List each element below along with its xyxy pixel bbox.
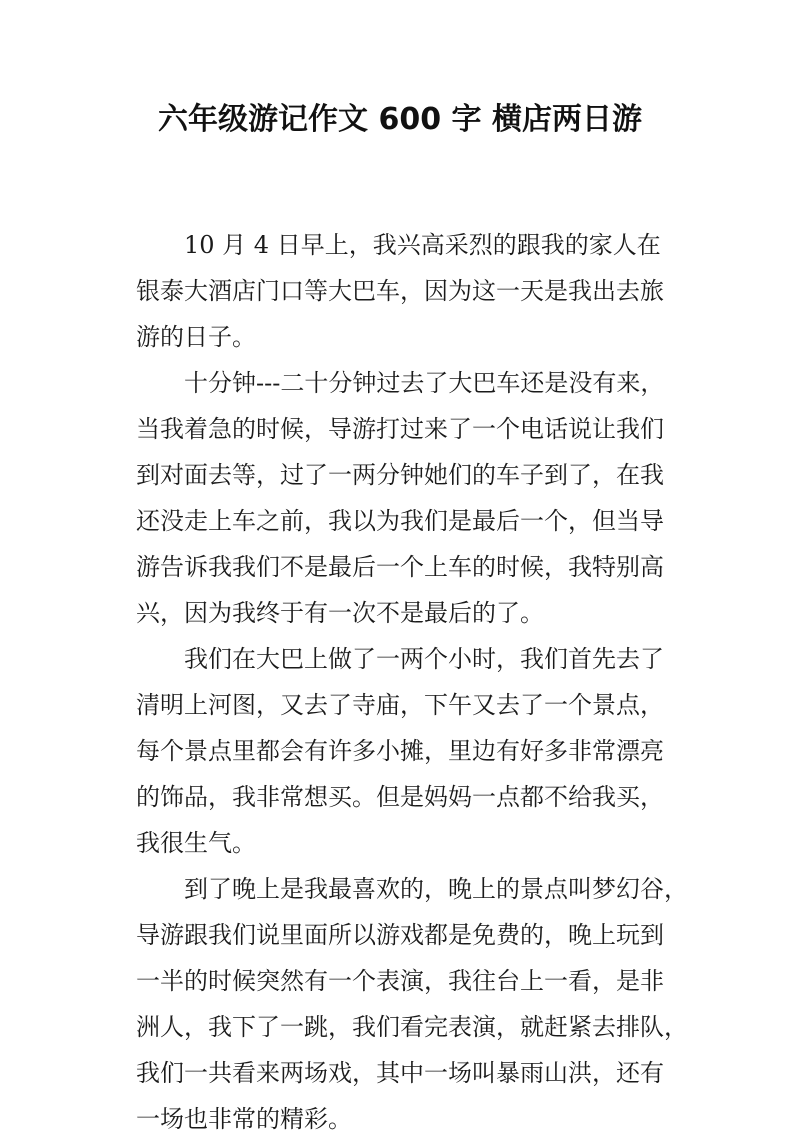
paragraph-1 — [136, 222, 676, 360]
paragraph-2 — [136, 360, 676, 636]
document-body — [136, 222, 688, 1142]
text-line: 到对面去等，过了一两分钟她们的车子到了，在我 — [136, 461, 664, 489]
text-line: 到了晚上是我最喜欢的，晚上的景点叫梦幻谷， — [184, 875, 688, 903]
paragraph-4 — [136, 866, 688, 1142]
document-title: 六年级游记作文 600 字 横店两日游 — [158, 102, 642, 137]
text-line: 当我着急的时候，导游打过来了一个电话说让我们 — [136, 415, 664, 443]
text-line: 十分钟---二十分钟过去了大巴车还是没有来， — [184, 369, 665, 397]
text-line: 一半的时候突然有一个表演，我往台上一看，是非 — [136, 967, 664, 995]
text-line: 我们在大巴上做了一两个小时，我们首先去了 — [184, 645, 664, 673]
text-line: 我很生气。 — [136, 829, 256, 857]
text-line: 游告诉我我们不是最后一个上车的时候，我特别高 — [136, 553, 664, 581]
text-line: 的饰品，我非常想买。但是妈妈一点都不给我买， — [136, 783, 664, 811]
text-line: 10 月 4 日早上，我兴高采烈的跟我的家人在 — [184, 231, 661, 259]
text-line: 每个景点里都会有许多小摊，里边有好多非常漂亮 — [136, 737, 664, 765]
text-line: 还没走上车之前，我以为我们是最后一个，但当导 — [136, 507, 664, 535]
text-line: 洲人，我下了一跳，我们看完表演，就赶紧去排队， — [136, 1013, 688, 1041]
text-line: 银泰大酒店门口等大巴车，因为这一天是我出去旅 — [136, 277, 664, 305]
text-line: 我们一共看来两场戏，其中一场叫暴雨山洪，还有 — [136, 1059, 664, 1087]
text-line: 导游跟我们说里面所以游戏都是免费的，晚上玩到 — [136, 921, 664, 949]
text-line: 兴，因为我终于有一次不是最后的了。 — [136, 599, 544, 627]
paragraph-3 — [136, 636, 676, 866]
text-line: 清明上河图，又去了寺庙，下午又去了一个景点， — [136, 691, 664, 719]
text-line: 一场也非常的精彩。 — [136, 1105, 352, 1133]
text-line: 游的日子。 — [136, 323, 256, 351]
